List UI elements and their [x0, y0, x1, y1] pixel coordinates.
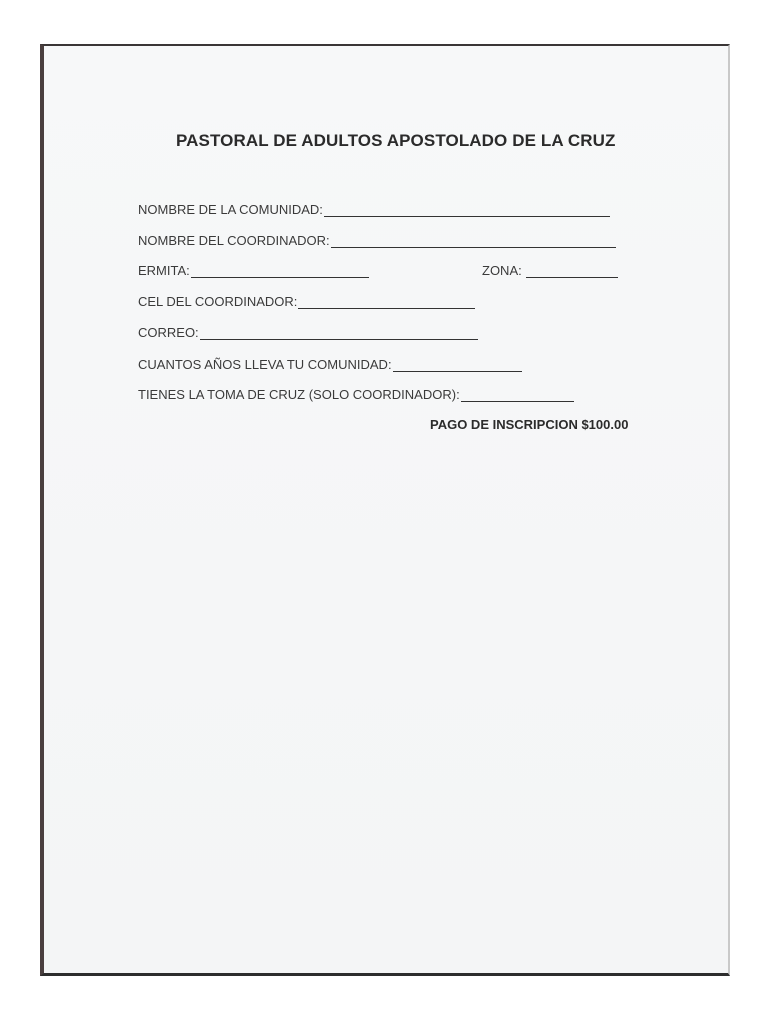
community-years-blank[interactable] — [393, 359, 522, 372]
paper-sheet — [40, 44, 730, 976]
email-field — [138, 325, 478, 340]
cross-taking-blank[interactable] — [461, 389, 574, 402]
community-name-field — [138, 202, 610, 217]
ermita-blank[interactable] — [191, 265, 369, 278]
coordinator-name-field — [138, 233, 616, 248]
cross-taking-label: TIENES LA TOMA DE CRUZ (SOLO COORDINADOR): — [138, 387, 460, 402]
form-title: PASTORAL DE ADULTOS APOSTOLADO DE LA CRUZ — [176, 131, 616, 150]
community-years-label: CUANTOS AÑOS LLEVA TU COMUNIDAD: — [138, 357, 392, 372]
coordinator-cell-field — [138, 294, 475, 309]
coordinator-name-label: NOMBRE DEL COORDINADOR: — [138, 233, 330, 248]
zona-blank[interactable] — [526, 265, 618, 278]
email-label: CORREO: — [138, 325, 199, 340]
zona-field — [482, 263, 618, 278]
coordinator-name-blank[interactable] — [331, 235, 616, 248]
coordinator-cell-label: CEL DEL COORDINADOR: — [138, 294, 298, 309]
zona-label: ZONA: — [482, 263, 522, 278]
ermita-field — [138, 263, 369, 278]
cross-taking-field — [138, 387, 574, 402]
coordinator-cell-blank[interactable] — [298, 296, 475, 309]
email-blank[interactable] — [200, 327, 478, 340]
community-name-blank[interactable] — [324, 204, 610, 217]
community-years-field — [138, 357, 522, 372]
ermita-label: ERMITA: — [138, 263, 190, 278]
community-name-label: NOMBRE DE LA COMUNIDAD: — [138, 202, 323, 217]
payment-amount: PAGO DE INSCRIPCION $100.00 — [430, 417, 629, 432]
